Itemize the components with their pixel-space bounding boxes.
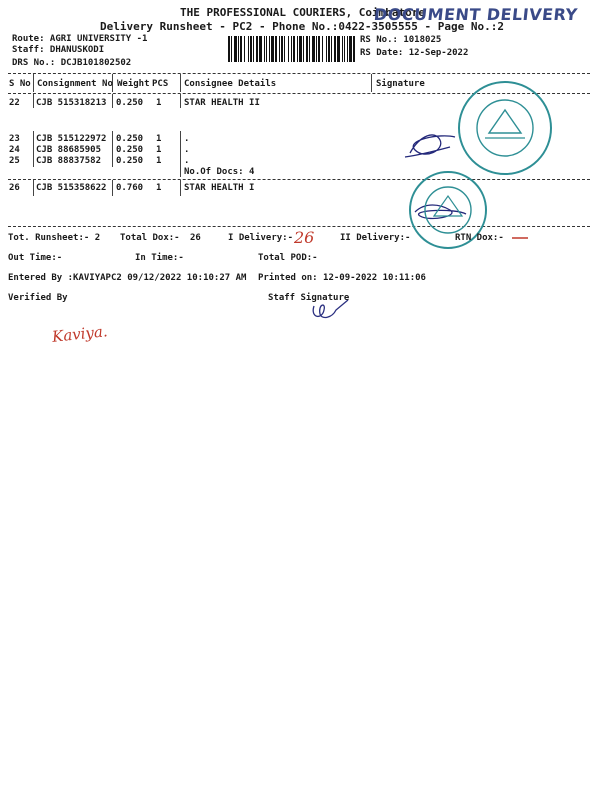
rtn-dox-label: RTN Dox:- <box>455 233 504 243</box>
barcode-bar <box>248 36 249 62</box>
printed-on: Printed on: 12-09-2022 10:11:06 <box>258 273 426 283</box>
col-header-weight: Weight <box>117 79 150 89</box>
col-divider <box>112 180 113 196</box>
dash-mark <box>510 235 530 241</box>
row-sno: 26 <box>9 183 20 193</box>
row-sno: 23 <box>9 134 20 144</box>
row-pcs: 1 <box>156 183 162 193</box>
barcode-bar <box>244 36 245 62</box>
barcode-bar <box>253 36 254 62</box>
barcode-bar <box>293 36 295 62</box>
barcode-bar <box>306 36 308 62</box>
col-header-sno: S No <box>9 79 31 89</box>
barcode-bar <box>259 36 262 62</box>
row-pcs: 1 <box>156 134 162 144</box>
barcode-bar <box>231 36 232 62</box>
barcode-bar <box>238 36 239 62</box>
barcode-bar <box>349 36 352 62</box>
row-consignment: CJB 88685905 <box>36 145 102 155</box>
out-time: Out Time:- <box>8 253 63 263</box>
row-weight: 0.250 <box>116 134 144 144</box>
barcode-bar <box>337 36 340 62</box>
barcode-bar <box>322 36 323 62</box>
barcode-bar <box>228 36 230 62</box>
col-divider <box>33 94 34 108</box>
staff: Staff: DHANUSKODI <box>12 45 105 55</box>
col-divider <box>33 74 34 92</box>
row-sno: 24 <box>9 145 20 155</box>
barcode-bar <box>309 36 310 62</box>
entered-by: Entered By :KAVIYAPC2 09/12/2022 10:10:27 AM <box>8 273 247 283</box>
row-sno: 25 <box>9 156 20 166</box>
col-divider <box>371 74 372 92</box>
row-consignee: . <box>184 134 190 144</box>
staff-signature-scribble <box>308 298 354 324</box>
in-time: In Time:- <box>135 253 184 263</box>
col-divider <box>180 180 181 196</box>
ii-delivery-label: II Delivery:- <box>340 233 411 243</box>
row-weight: 0.760 <box>116 183 144 193</box>
document-delivery-stamp: DOCUMENT DELIVERY <box>373 5 579 24</box>
barcode-bar <box>284 36 285 62</box>
barcode-bar <box>279 36 280 62</box>
col-header-consignment: Consignment No <box>37 79 113 89</box>
rs-date: RS Date: 12-Sep-2022 <box>360 48 469 58</box>
row-consignment: CJB 515358622 <box>36 183 107 193</box>
barcode-bar <box>240 36 242 62</box>
barcode-bar <box>291 36 292 62</box>
total-pod: Total POD:- <box>258 253 318 263</box>
row-weight: 0.250 <box>116 98 144 108</box>
col-divider <box>112 131 113 167</box>
barcode-bar <box>297 36 298 62</box>
col-header-consignee: Consignee Details <box>184 79 277 89</box>
barcode-bar <box>275 36 277 62</box>
i-delivery-label: I Delivery:- <box>228 233 294 243</box>
runsheet-subtitle: Delivery Runsheet - PC2 - Phone No.:0422-3505555 - Page No.:2 <box>100 20 504 33</box>
rs-number: RS No.: 1018025 <box>360 35 442 45</box>
staff-signature-label: Staff Signature <box>268 293 350 303</box>
barcode-bar <box>234 36 237 62</box>
barcode-bar <box>342 36 343 62</box>
barcode-bar <box>281 36 283 62</box>
row-consignment: CJB 515318213 <box>36 98 107 108</box>
barcode-bar <box>271 36 274 62</box>
barcode-bar <box>264 36 265 62</box>
barcode-bar <box>316 36 317 62</box>
barcode-bar <box>256 36 258 62</box>
row-pcs: 1 <box>156 98 162 108</box>
verified-by: Verified By <box>8 293 68 303</box>
barcode-bar <box>299 36 302 62</box>
row-consignee: STAR HEALTH II <box>184 98 260 108</box>
barcode-bar <box>331 36 332 62</box>
row-consignment: CJB 515122972 <box>36 134 107 144</box>
col-divider <box>33 131 34 167</box>
row-weight: 0.250 <box>116 156 144 166</box>
col-header-signature: Signature <box>376 79 425 89</box>
table-bottom-rule <box>8 226 590 227</box>
handwritten-name: Kaviya. <box>51 322 109 346</box>
barcode-bar <box>266 36 267 62</box>
barcode <box>228 36 354 62</box>
barcode-bar <box>347 36 348 62</box>
barcode-bar <box>312 36 315 62</box>
barcode-bar <box>288 36 289 62</box>
col-divider <box>33 180 34 196</box>
company-seal-stamp <box>455 78 555 178</box>
row-pcs: 1 <box>156 156 162 166</box>
route: Route: AGRI UNIVERSITY -1 <box>12 34 148 44</box>
row-rule <box>8 179 590 180</box>
row-consignment: CJB 88837582 <box>36 156 102 166</box>
total-runsheet: Tot. Runsheet:- 2 <box>8 233 101 243</box>
col-divider <box>180 94 181 108</box>
col-divider <box>112 94 113 108</box>
total-dox-label: Total Dox:- <box>120 233 180 243</box>
row-sno: 22 <box>9 98 20 108</box>
barcode-bar <box>269 36 270 62</box>
row-weight: 0.250 <box>116 145 144 155</box>
barcode-bar <box>328 36 330 62</box>
i-delivery-value: 26 <box>294 228 315 247</box>
barcode-bar <box>334 36 336 62</box>
company-name: THE PROFESSIONAL COURIERS, Coimbatore <box>180 6 426 19</box>
col-divider <box>180 74 181 92</box>
barcode-bar <box>344 36 345 62</box>
barcode-bar <box>318 36 320 62</box>
col-header-pcs: PCS <box>152 79 169 89</box>
barcode-bar <box>353 36 355 62</box>
barcode-bar <box>250 36 252 62</box>
row-consignee: . <box>184 145 190 155</box>
row-consignee: . <box>184 156 190 166</box>
row-pcs: 1 <box>156 145 162 155</box>
row-consignee: STAR HEALTH I <box>184 183 255 193</box>
table-top-rule <box>8 73 590 74</box>
drs-number: DRS No.: DCJB101802502 <box>12 58 132 68</box>
barcode-bar <box>326 36 327 62</box>
signature-scribble <box>400 125 460 165</box>
total-dox-value: 26 <box>190 233 201 243</box>
barcode-bar <box>303 36 304 62</box>
no-of-docs: No.Of Docs: 4 <box>184 167 255 177</box>
col-divider <box>180 131 181 177</box>
